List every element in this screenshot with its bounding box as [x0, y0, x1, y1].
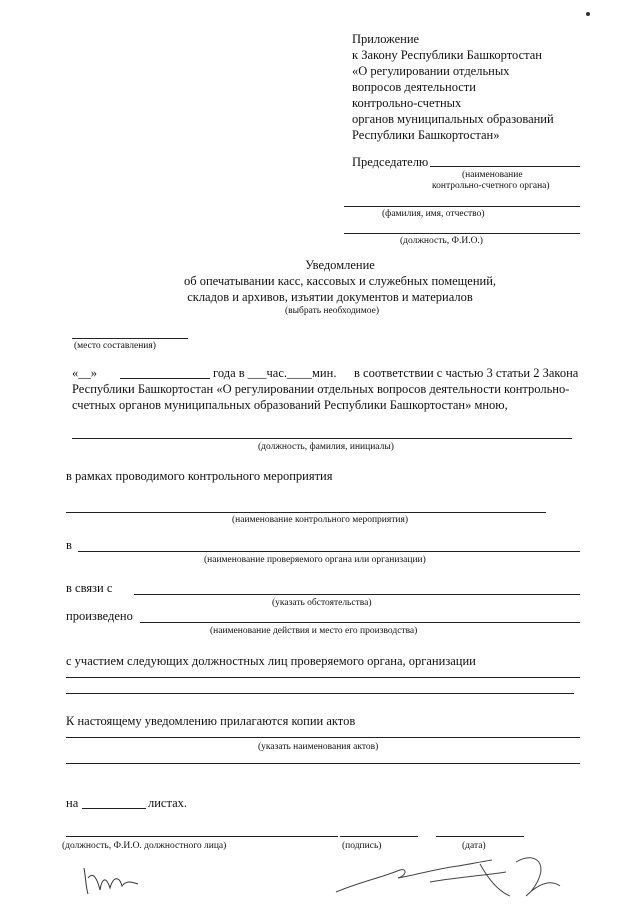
chairman-line[interactable]: [430, 166, 580, 167]
signature-hint: (подпись): [342, 841, 382, 851]
handwritten-initials-left: [80, 860, 150, 896]
signature-line[interactable]: [340, 836, 418, 837]
title-line: об опечатывании касс, кассовых и служебных помещений,: [183, 274, 497, 288]
officials-text: с участием следующих должностных лиц проверяемого органа, организации: [66, 654, 476, 668]
audited-org-line[interactable]: [78, 551, 580, 552]
body-line: счетных органов муниципальных образований Республики Башкортостан» мною,: [72, 398, 508, 412]
appendix-line: к Закону Республики Башкортостан: [352, 48, 542, 62]
reason-hint: (указать обстоятельства): [272, 598, 372, 608]
performed-line[interactable]: [140, 622, 580, 623]
date-field-line[interactable]: [436, 836, 524, 837]
body-line: Республики Башкортостан «О регулировании отдельных вопросов деятельности контрольно-: [72, 382, 570, 396]
officials-line[interactable]: [66, 677, 580, 678]
acts-line[interactable]: [66, 763, 580, 764]
official-line[interactable]: [66, 836, 338, 837]
chairman-label: Председателю: [352, 155, 429, 169]
position-hint: (должность, Ф.И.О.): [400, 236, 483, 246]
fio-line[interactable]: [344, 206, 580, 207]
org-hint: (наименование: [462, 170, 523, 180]
place-hint: (место составления): [74, 341, 156, 351]
in-label: в: [66, 538, 72, 552]
title-line: складов и архивов, изъятии документов и материалов: [187, 290, 473, 304]
control-event-hint: (наименование контрольного мероприятия): [232, 515, 409, 525]
action-hint: (наименование действия и место его производства): [210, 626, 418, 636]
law-reference: в соответствии с частью 3 статьи 2 Закона: [354, 366, 579, 380]
appendix-line: органов муниципальных образований: [352, 112, 554, 126]
position-line[interactable]: [344, 233, 580, 234]
acts-hint: (указать наименования актов): [258, 742, 379, 752]
attached-text: К настоящему уведомлению прилагаются копии актов: [66, 714, 356, 728]
sheets-suffix: листах.: [148, 796, 188, 810]
document-title: Уведомление: [305, 258, 375, 272]
audited-org-hint: (наименование проверяемого органа или организации): [204, 555, 426, 565]
appendix-line: Приложение: [352, 32, 420, 46]
person-hint: (должность, фамилия, инициалы): [258, 442, 394, 452]
appendix-line: «О регулировании отдельных: [352, 64, 510, 78]
officials-line[interactable]: [66, 693, 574, 694]
corner-mark: [586, 12, 590, 16]
org-hint: контрольно-счетного органа): [432, 181, 550, 191]
handwritten-signature-right: [330, 852, 570, 900]
date-prefix: «__»: [72, 366, 97, 380]
date-hint: (дата): [462, 841, 486, 851]
official-hint: (должность, Ф.И.О. должностного лица): [62, 841, 227, 851]
date-line[interactable]: [120, 378, 210, 379]
appendix-line: Республики Башкортостан»: [352, 128, 500, 142]
control-event-line[interactable]: [66, 512, 546, 513]
acts-line[interactable]: [66, 737, 580, 738]
place-line[interactable]: [72, 338, 188, 339]
fio-hint: (фамилия, имя, отчество): [382, 209, 485, 219]
reason-line[interactable]: [134, 594, 580, 595]
appendix-line: вопросов деятельности: [352, 80, 476, 94]
appendix-line: контрольно-счетных: [352, 96, 462, 110]
control-event-text: в рамках проводимого контрольного мероприятия: [66, 469, 333, 483]
person-line[interactable]: [72, 438, 572, 439]
sheets-count-line[interactable]: [82, 808, 146, 809]
title-note: (выбрать необходимое): [284, 306, 380, 316]
year-label: года в ___час.____мин.: [213, 366, 337, 380]
reason-label: в связи с: [66, 581, 113, 595]
performed-label: произведено: [66, 609, 133, 623]
sheets-prefix: на: [66, 796, 79, 810]
